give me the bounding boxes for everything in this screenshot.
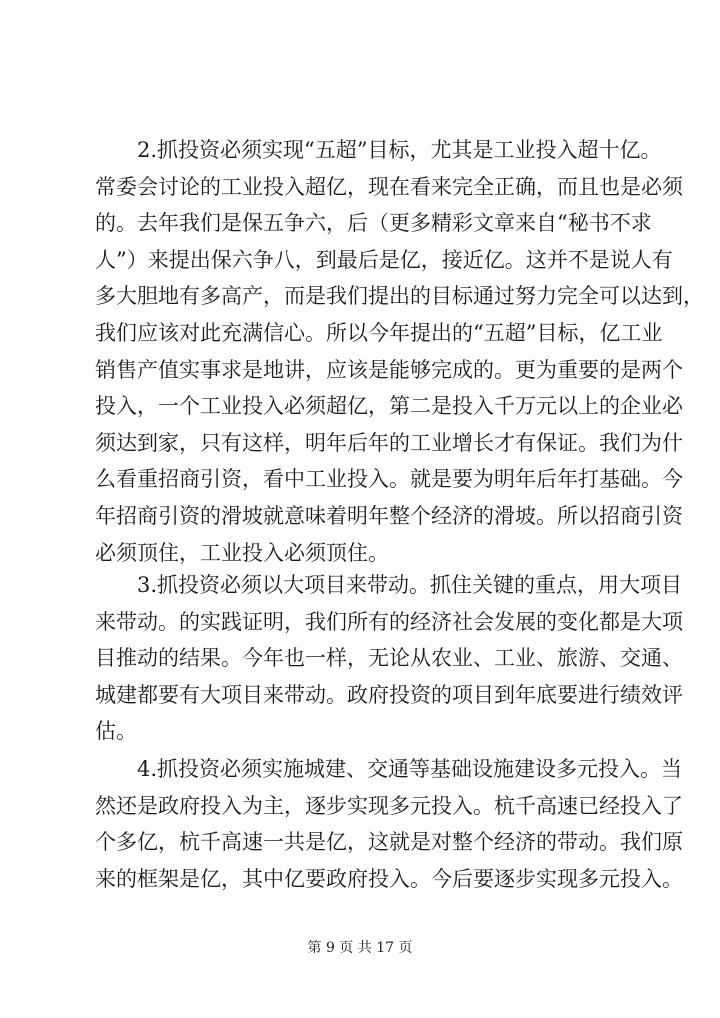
- text-line: 的。去年我们是保五争六，后（更多精彩文章来自“秘书不求: [95, 211, 652, 236]
- text-line: 多大胆地有多高产，而是我们提出的目标通过努力完全可以达到，: [95, 284, 704, 309]
- page-footer: 第 9 页 共 17 页: [307, 940, 413, 956]
- text-line: 我们应该对此充满信心。所以今年提出的“五超”目标，亿工业: [95, 320, 663, 345]
- text-line: 城建都要有大项目来带动。政府投资的项目到年底要进行绩效评: [95, 682, 683, 707]
- text-line: 2.抓投资必须实现“五超”目标，尤其是工业投入超十亿。: [137, 138, 662, 162]
- text-line: 年招商引资的滑坡就意味着明年整个经济的滑坡。所以招商引资: [95, 503, 683, 528]
- text-line: 目推动的结果。今年也一样，无论从农业、工业、旅游、交通、: [95, 646, 683, 671]
- text-line: 个多亿，杭千高速一共是亿，这就是对整个经济的带动。我们原: [95, 830, 683, 855]
- text-line: 投入，一个工业投入必须超亿，第二是投入千万元以上的企业必: [95, 394, 683, 419]
- paragraph-industrial-investment: [95, 132, 704, 571]
- text-line: 来的框架是亿，其中亿要政府投入。今后要逐步实现多元投入。: [95, 866, 683, 891]
- text-line: 来带动。的实践证明，我们所有的经济社会发展的变化都是大项: [95, 609, 683, 634]
- text-line: 常委会讨论的工业投入超亿，现在看来完全正确，而且也是必须: [95, 174, 683, 199]
- paragraph-infrastructure: [95, 751, 683, 897]
- text-line: 须达到家，只有这样，明年后年的工业增长才有保证。我们为什: [95, 430, 683, 455]
- text-line: 估。: [95, 719, 137, 744]
- text-line: 人”）来提出保六争八，到最后是亿，接近亿。这并不是说人有: [95, 247, 673, 272]
- text-line: 4.抓投资必须实施城建、交通等基础设施建设多元投入。当: [137, 757, 683, 781]
- text-line: 必须顶住，工业投入必须顶住。: [95, 540, 389, 565]
- text-line: 3.抓投资必须以大项目来带动。抓住关键的重点，用大项目: [137, 573, 683, 597]
- text-line: 销售产值实事求是地讲，应该是能够完成的。更为重要的是两个: [95, 357, 683, 382]
- paragraph-major-projects: [95, 567, 683, 750]
- text-line: 么看重招商引资，看中工业投入。就是要为明年后年打基础。今: [95, 467, 683, 492]
- text-line: 然还是政府投入为主，逐步实现多元投入。杭千高速已经投入了: [95, 793, 683, 818]
